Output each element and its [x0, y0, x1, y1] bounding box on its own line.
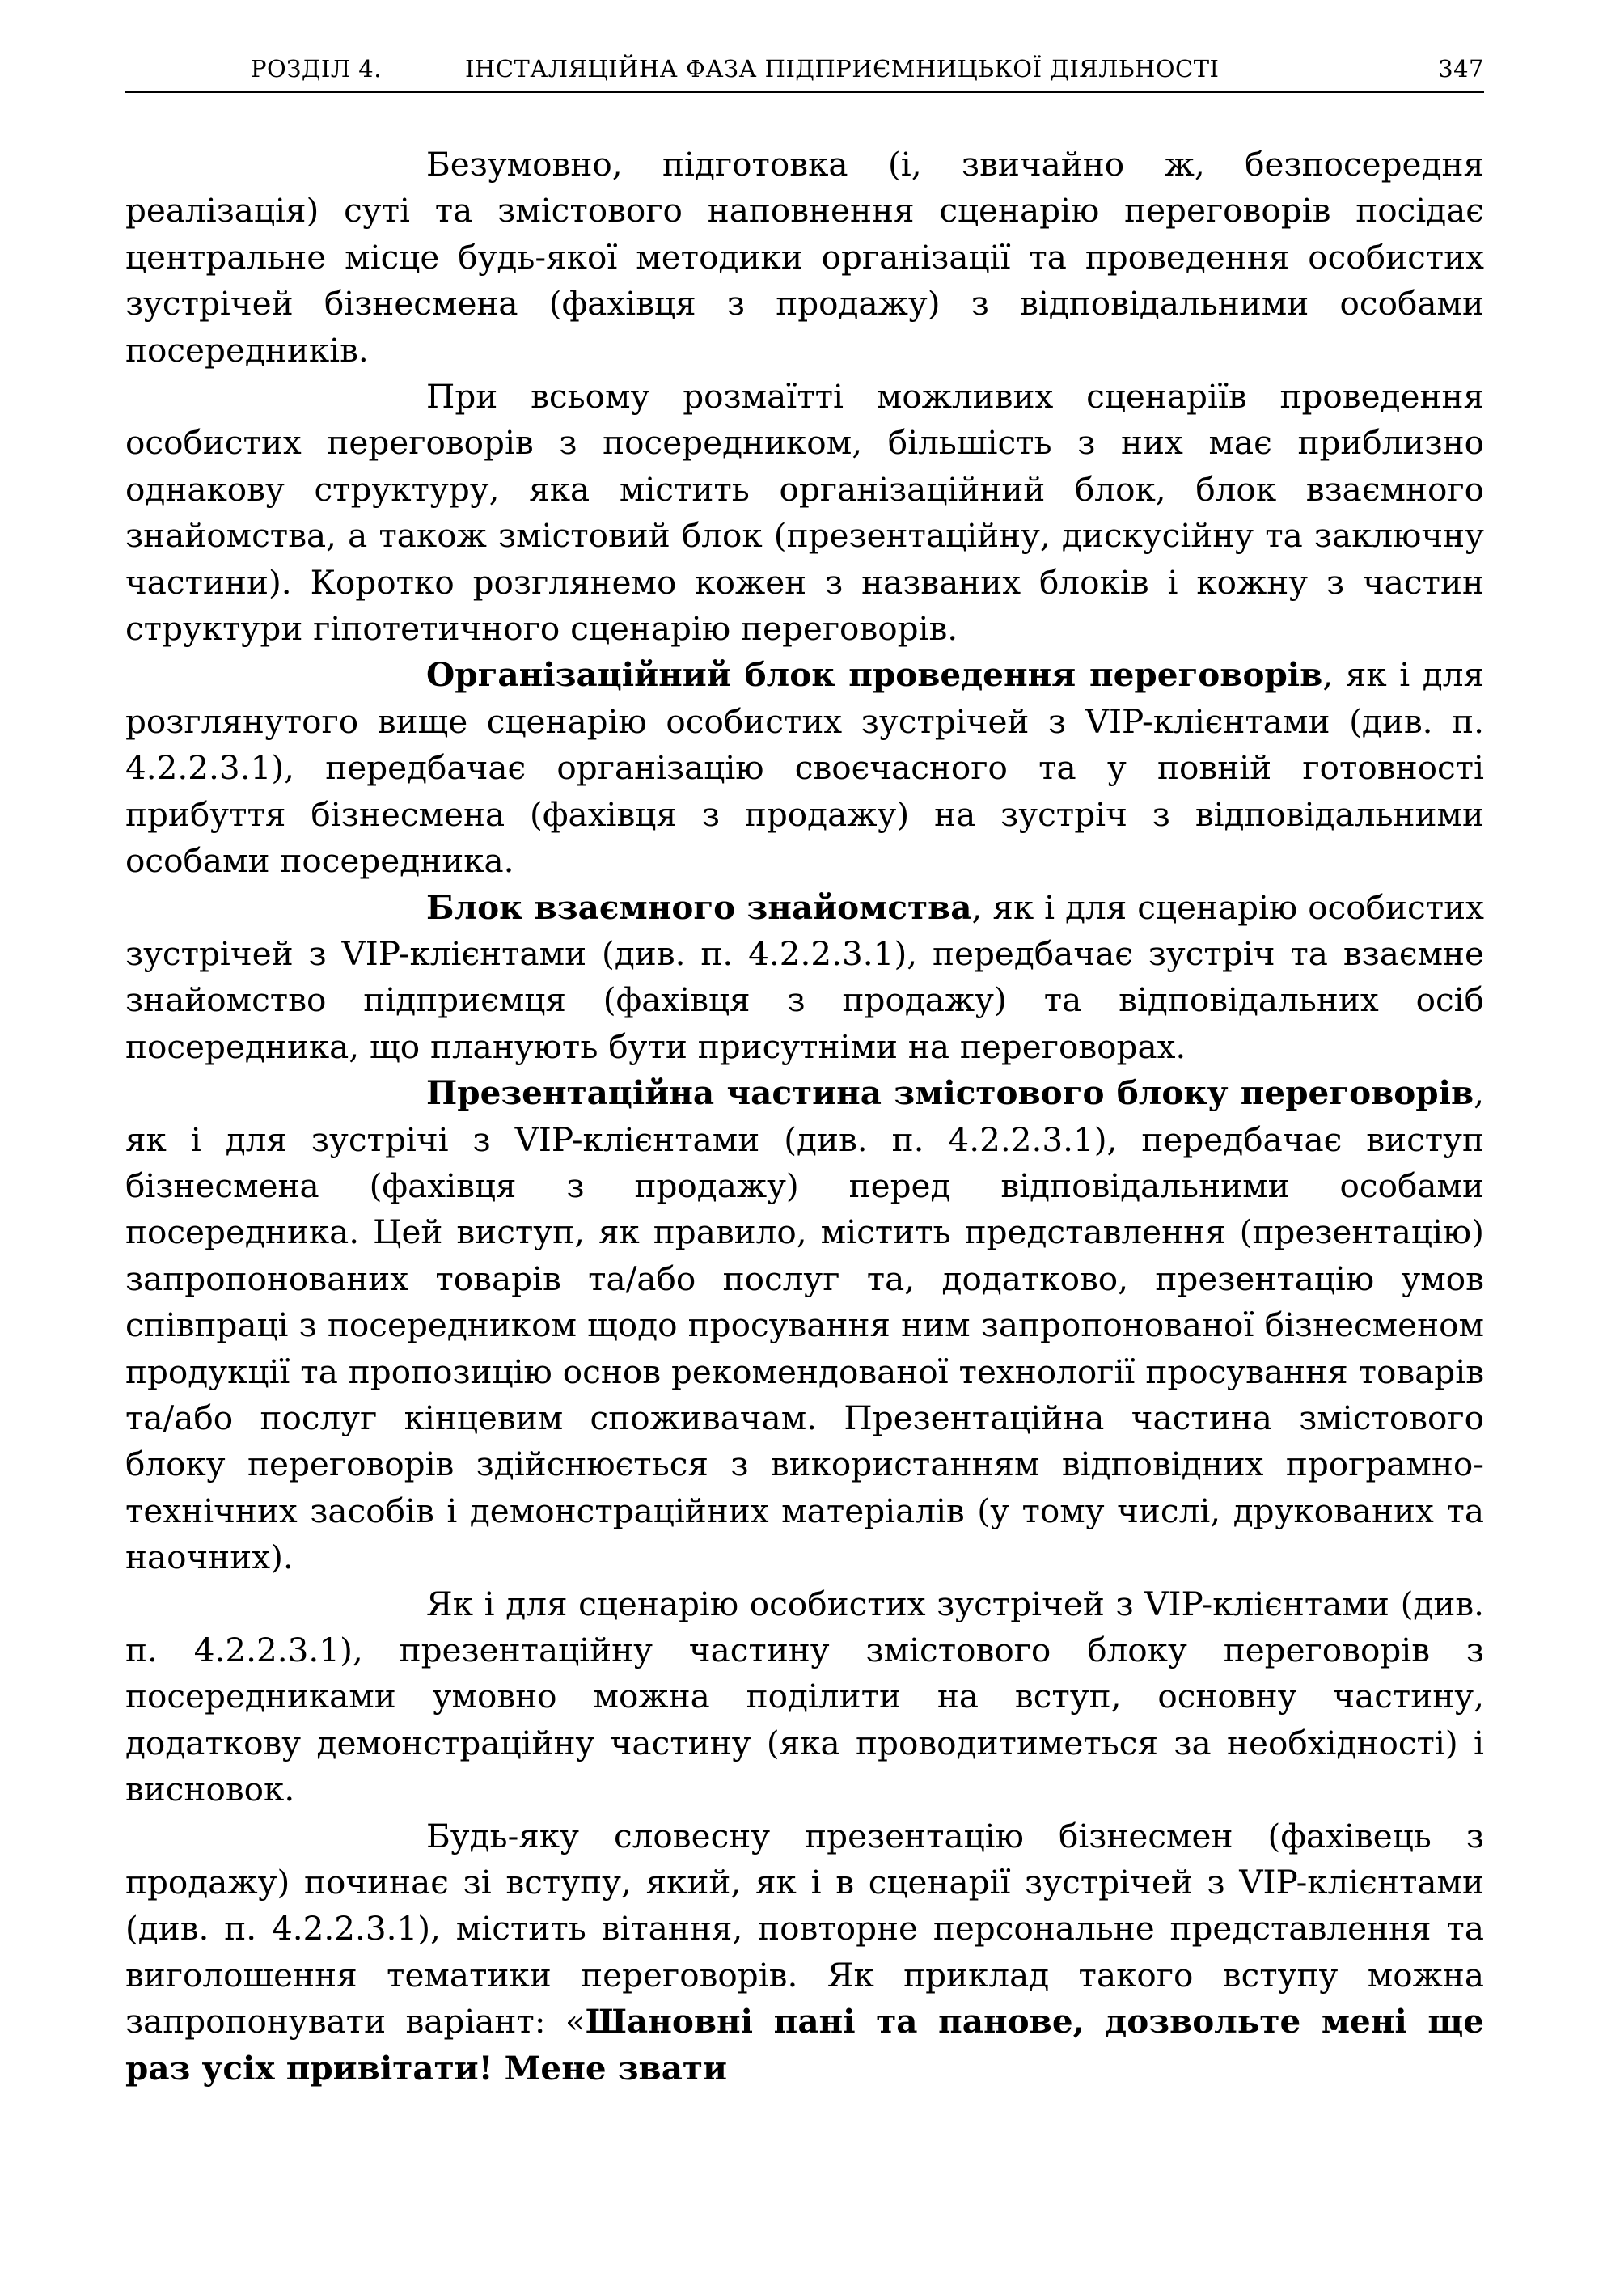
body-text	[125, 142, 1484, 2092]
bold-term: Презентаційна частина змістового блоку переговорів	[426, 1073, 1474, 1113]
book-page	[125, 49, 1484, 2092]
paragraph	[125, 1070, 1484, 1580]
text-run: Будь-яку словесну презентацію бізнесмен (фахівець з продажу) починає зі вступу, який, як і в сценарії зустрічей з VIP-клієнтами (див. п. 4.2.2.3.1), містить вітання, повторне персональне представлення та виголошення тематики переговорів. Як приклад такого вступу можна запропонувати варіант: «	[125, 1816, 1484, 2041]
paragraph	[125, 885, 1484, 1071]
paragraph	[125, 1581, 1484, 1813]
bold-quote: Шановні пані та панове, дозвольте мені ще раз усіх привітати! Мене звати	[125, 2002, 1484, 2088]
running-header	[125, 49, 1484, 93]
paragraph	[125, 1813, 1484, 2092]
section-label: РОЗДІЛ 4.	[251, 55, 382, 82]
text-run: Як і для сценарію особистих зустрічей з VIP-клієнтами (див. п. 4.2.2.3.1), презентаційну частину змістового блоку переговорів з посередниками умовно можна поділити на вступ, основну частину, додаткову демонстраційну частину (яка проводитиметься за необхідності) і висновок.	[125, 1584, 1484, 1809]
text-run: , як і для розглянутого вище сценарію особистих зустрічей з VIP-клієнтами (див. п. 4.2.2.3.1), передбачає організацію своєчасного та у повній готовності прибуття бізнесмена (фахівця з продажу) на зустріч з відповідальними особами посередника.	[125, 655, 1484, 881]
paragraph	[125, 142, 1484, 374]
text-run: Безумовно, підготовка (і, звичайно ж, безпосередня реалізація) суті та змістового наповнення сценарію переговорів посідає центральне місце будь-якої методики організації та проведення особистих зустрічей бізнесмена (фахівця з продажу) з відповідальними особами посередників.	[125, 145, 1484, 370]
text-run: При всьому розмаїтті можливих сценаріїв проведення особистих переговорів з посередником, більшість з них має приблизно однакову структуру, яка містить організаційний блок, блок взаємного знайомства, а також змістовий блок (презентаційну, дискусійну та заключну частини). Коротко розглянемо кожен з названих блоків і кожну з частин структури гіпотетичного сценарію переговорів.	[125, 377, 1484, 649]
paragraph	[125, 374, 1484, 652]
bold-term: Блок взаємного знайомства	[426, 887, 972, 927]
bold-term: Організаційний блок проведення переговорів	[426, 655, 1323, 695]
text-run: , як і для зустрічі з VIP-клієнтами (див. п. 4.2.2.3.1), передбачає виступ бізнесмена (фахівця з продажу) перед відповідальними особами посередника. Цей виступ, як правило, містить представлення (презентацію) запропонованих товарів та/або послуг та, додатково, презентацію умов співпраці з посередником щодо просування ним запропонованої бізнесменом продукції та пропозицію основ рекомендованої технології просування товарів та/або послуг кінцевим споживачам. Презентаційна частина змістового блоку переговорів здійснюється з використанням відповідних програмно-технічних засобів і демонстраційних матеріалів (у тому числі, друкованих та наочних).	[125, 1073, 1484, 1577]
text-run: , як і для сценарію особистих зустрічей з VIP-клієнтами (див. п. 4.2.2.3.1), передбачає зустріч та взаємне знайомство підприємця (фахівця з продажу) та відповідальних осіб посередника, що планують бути присутніми на переговорах.	[125, 887, 1484, 1066]
paragraph	[125, 652, 1484, 884]
chapter-title: ІНСТАЛЯЦІЙНА ФАЗА ПІДПРИЄМНИЦЬКОЇ ДІЯЛЬНОСТІ	[465, 55, 1220, 82]
page-number: 347	[1438, 55, 1484, 82]
